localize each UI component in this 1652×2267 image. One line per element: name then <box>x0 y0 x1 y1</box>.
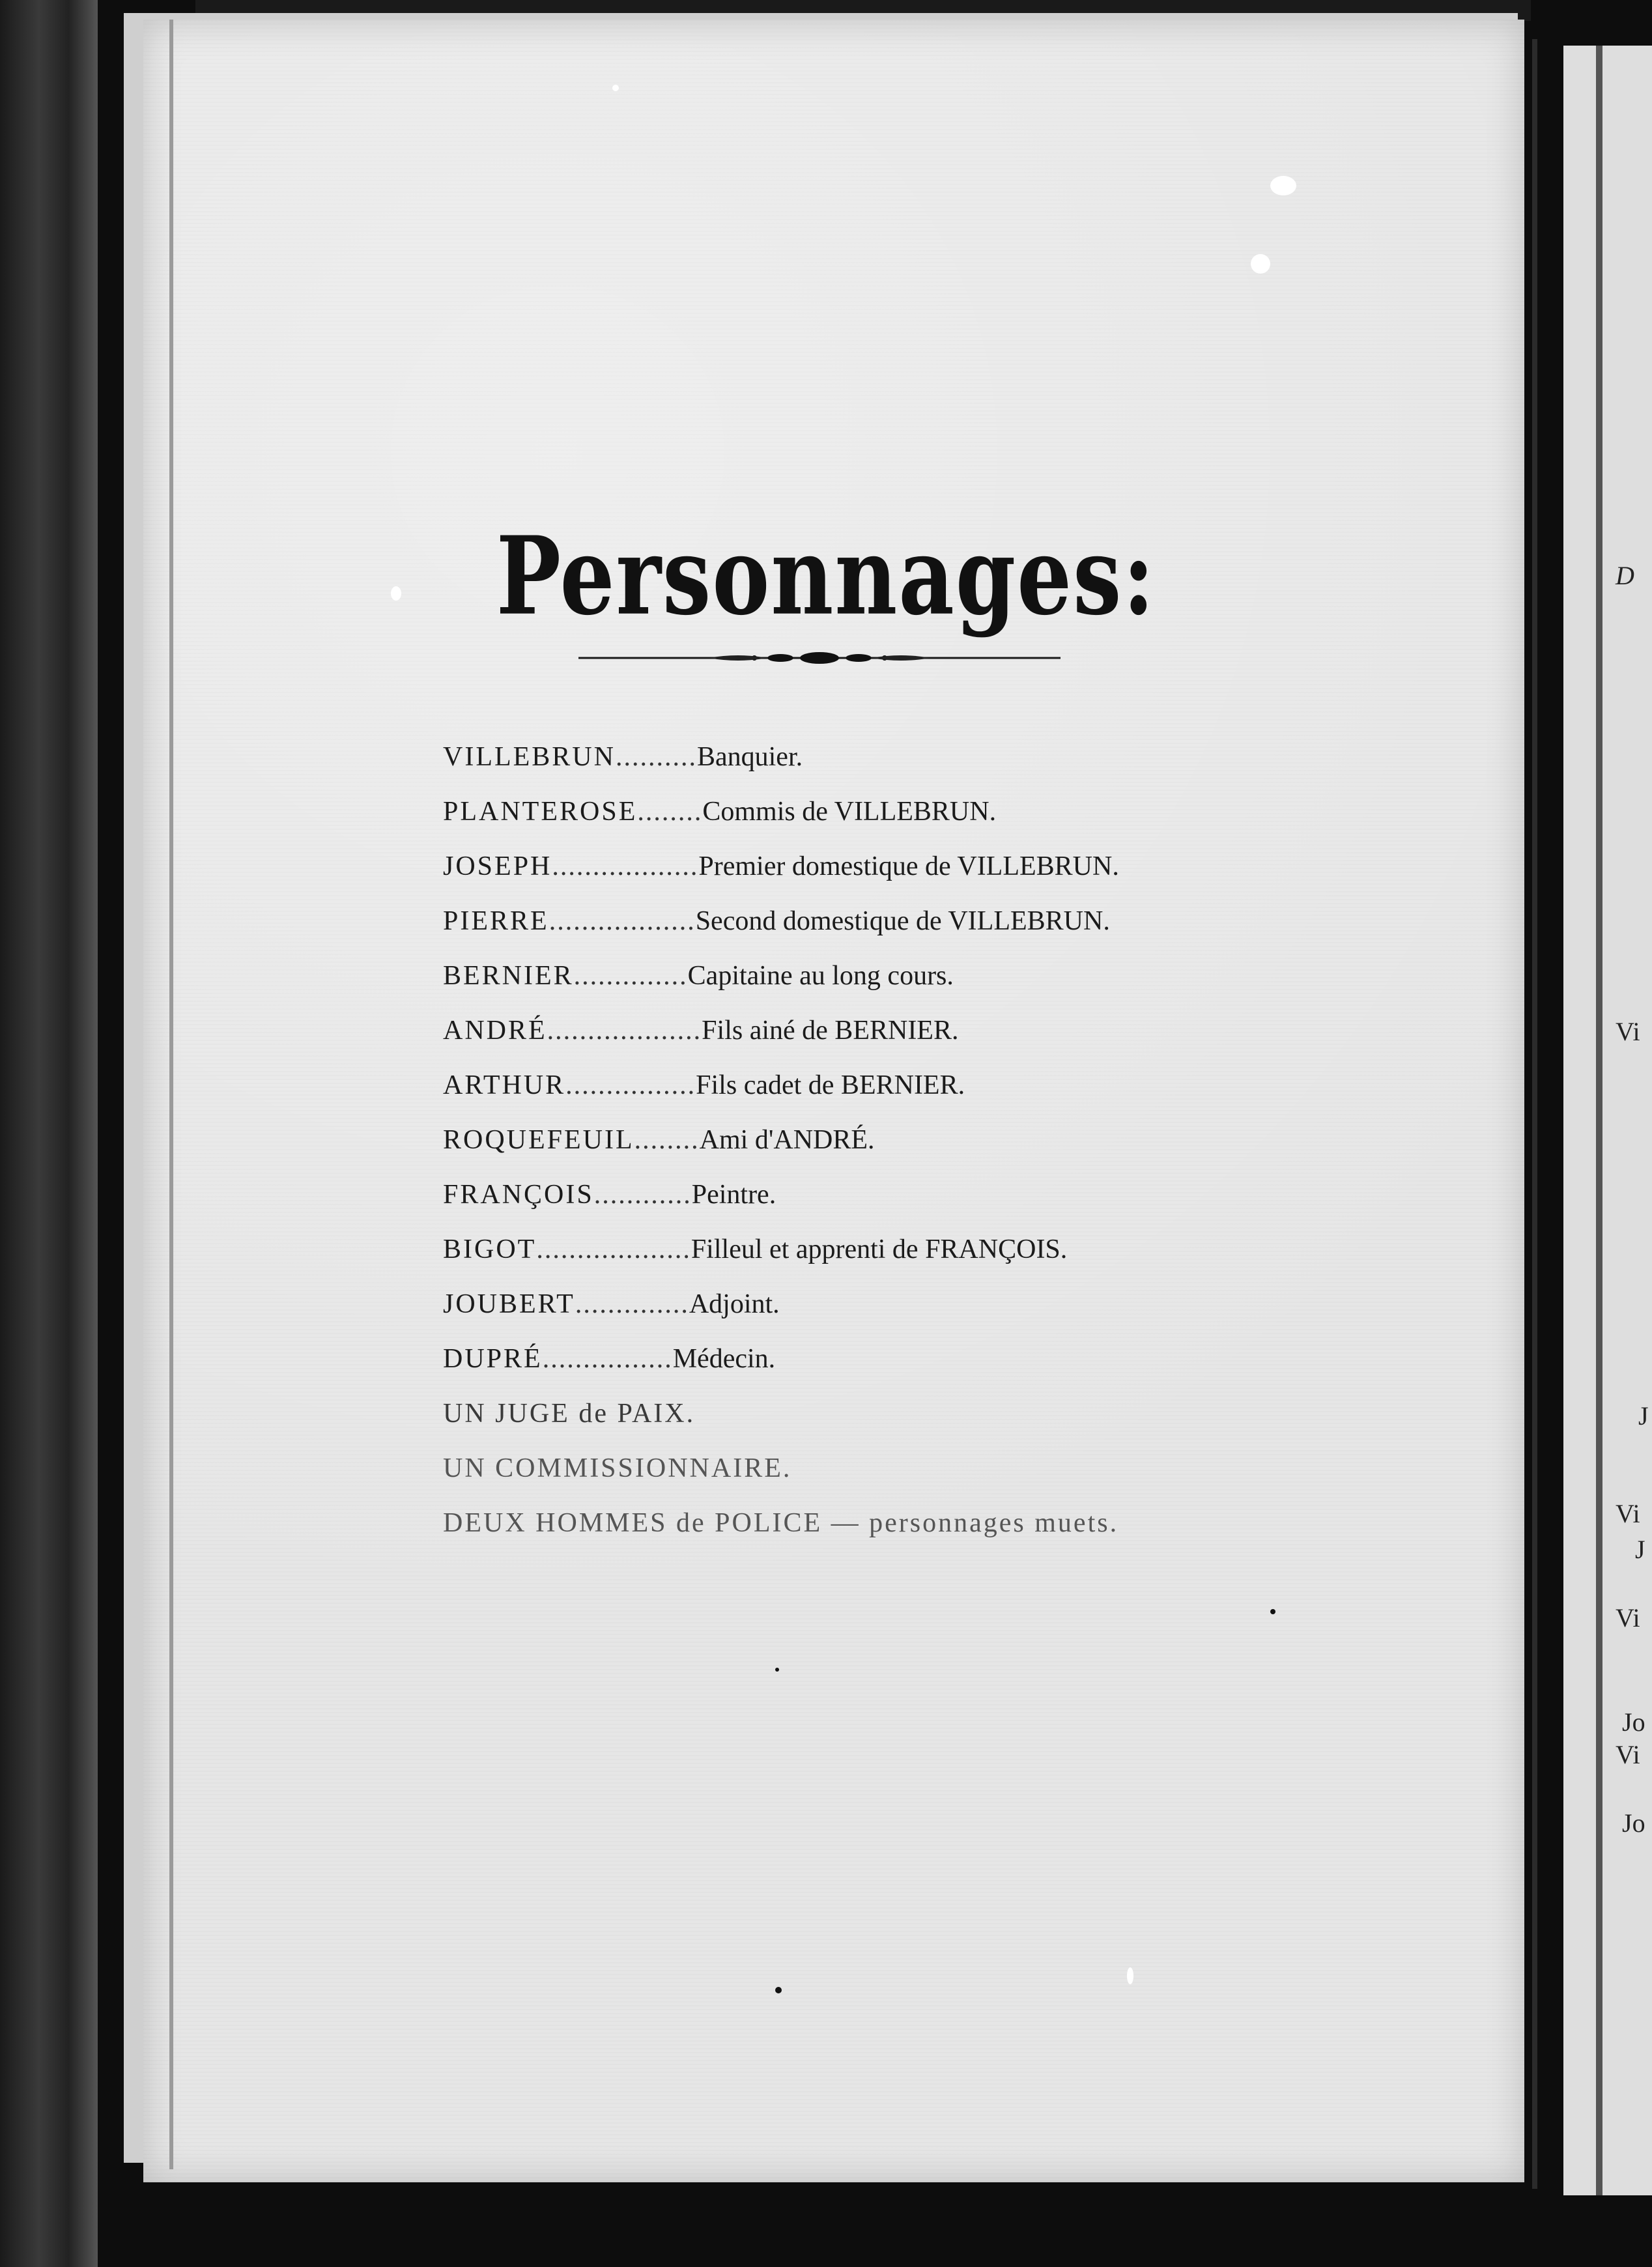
ink-dot <box>775 1987 782 1993</box>
character-name: DUPRÉ <box>443 1344 543 1374</box>
leader-dots: .................. <box>552 851 699 881</box>
leader-dots: .............. <box>573 961 688 991</box>
leader-dots: ........ <box>637 797 703 827</box>
cast-list <box>443 730 1290 1550</box>
scan-speck <box>391 586 401 601</box>
character-role: Banquier. <box>696 742 803 772</box>
character-role: Fils ainé de BERNIER. <box>702 1016 959 1046</box>
scan-speck <box>612 85 619 91</box>
character-role: Commis de VILLEBRUN. <box>702 797 997 827</box>
cast-row <box>443 1113 1290 1167</box>
next-page-fragment: Vi <box>1616 1499 1640 1528</box>
next-page <box>1563 46 1652 2195</box>
cast-extra: UN COMMISSIONNAIRE. <box>443 1453 792 1483</box>
scan-speck <box>1127 1967 1133 1984</box>
next-page-fragment: Vi <box>1616 1740 1640 1769</box>
cast-row <box>443 784 1290 839</box>
next-page-edge <box>1596 46 1602 2195</box>
next-page-fragment: J <box>1638 1401 1649 1431</box>
page-left-border <box>169 20 173 2169</box>
character-name: FRANÇOIS <box>443 1180 594 1210</box>
next-page-fragment: Jo <box>1622 1808 1645 1838</box>
scan-speck <box>1270 176 1296 195</box>
character-name: BIGOT <box>443 1234 537 1264</box>
cast-row <box>443 1167 1290 1222</box>
leader-dots: ........ <box>634 1125 700 1155</box>
leader-dots: .............. <box>575 1289 689 1319</box>
ink-dot <box>1270 1609 1275 1614</box>
next-page-fragment: D <box>1616 561 1634 590</box>
cast-extra: UN JUGE de PAIX. <box>443 1399 696 1429</box>
cast-row <box>443 894 1290 948</box>
character-role: Médecin. <box>672 1344 776 1374</box>
character-role: Fils cadet de BERNIER. <box>696 1070 965 1100</box>
character-name: PLANTEROSE <box>443 797 638 827</box>
character-role: Filleul et apprenti de FRANÇOIS. <box>691 1234 1068 1264</box>
leader-dots: ................ <box>565 1070 696 1100</box>
leader-dots: ................... <box>547 1016 702 1046</box>
character-role: Peintre. <box>691 1180 776 1210</box>
cast-row <box>443 1058 1290 1113</box>
cast-extra: DEUX HOMMES de POLICE — personnages muets. <box>443 1508 1119 1538</box>
ornamental-divider <box>578 649 1061 667</box>
character-role: Adjoint. <box>689 1289 780 1319</box>
character-name: ARTHUR <box>443 1070 566 1100</box>
next-page-fragment: Vi <box>1616 1603 1640 1633</box>
character-role: Premier domestique de VILLEBRUN. <box>698 851 1119 881</box>
character-name: JOUBERT <box>443 1289 575 1319</box>
leader-dots: ............ <box>593 1180 692 1210</box>
cast-row <box>443 1003 1290 1058</box>
character-role: Capitaine au long cours. <box>687 961 954 991</box>
character-role: Ami d'ANDRÉ. <box>699 1125 875 1155</box>
character-name: ROQUEFEUIL <box>443 1125 634 1155</box>
cast-row <box>443 1332 1290 1386</box>
leader-dots: .......... <box>615 742 697 772</box>
ink-dot <box>775 1668 779 1672</box>
cast-row <box>443 1222 1290 1277</box>
page-right-border <box>1532 39 1537 2189</box>
character-name: ANDRÉ <box>443 1016 547 1046</box>
next-page-fragment: J <box>1635 1535 1645 1564</box>
page-title: Personnages: <box>496 513 1156 640</box>
leader-dots: ................ <box>542 1344 673 1374</box>
cast-row <box>443 730 1290 784</box>
cast-row <box>443 1277 1290 1332</box>
next-page-fragment: Vi <box>1616 1017 1640 1046</box>
character-name: BERNIER <box>443 961 574 991</box>
character-name: PIERRE <box>443 906 549 936</box>
cast-row <box>443 839 1290 894</box>
next-page-fragment: Jo <box>1622 1707 1645 1737</box>
character-name: VILLEBRUN <box>443 742 616 772</box>
cast-row <box>443 948 1290 1003</box>
leader-dots: .................. <box>548 906 696 936</box>
scan-speck <box>1251 254 1270 274</box>
left-binding-edge <box>0 0 98 2267</box>
character-role: Second domestique de VILLEBRUN. <box>695 906 1110 936</box>
leader-dots: ................... <box>536 1234 691 1264</box>
character-name: JOSEPH <box>443 851 552 881</box>
